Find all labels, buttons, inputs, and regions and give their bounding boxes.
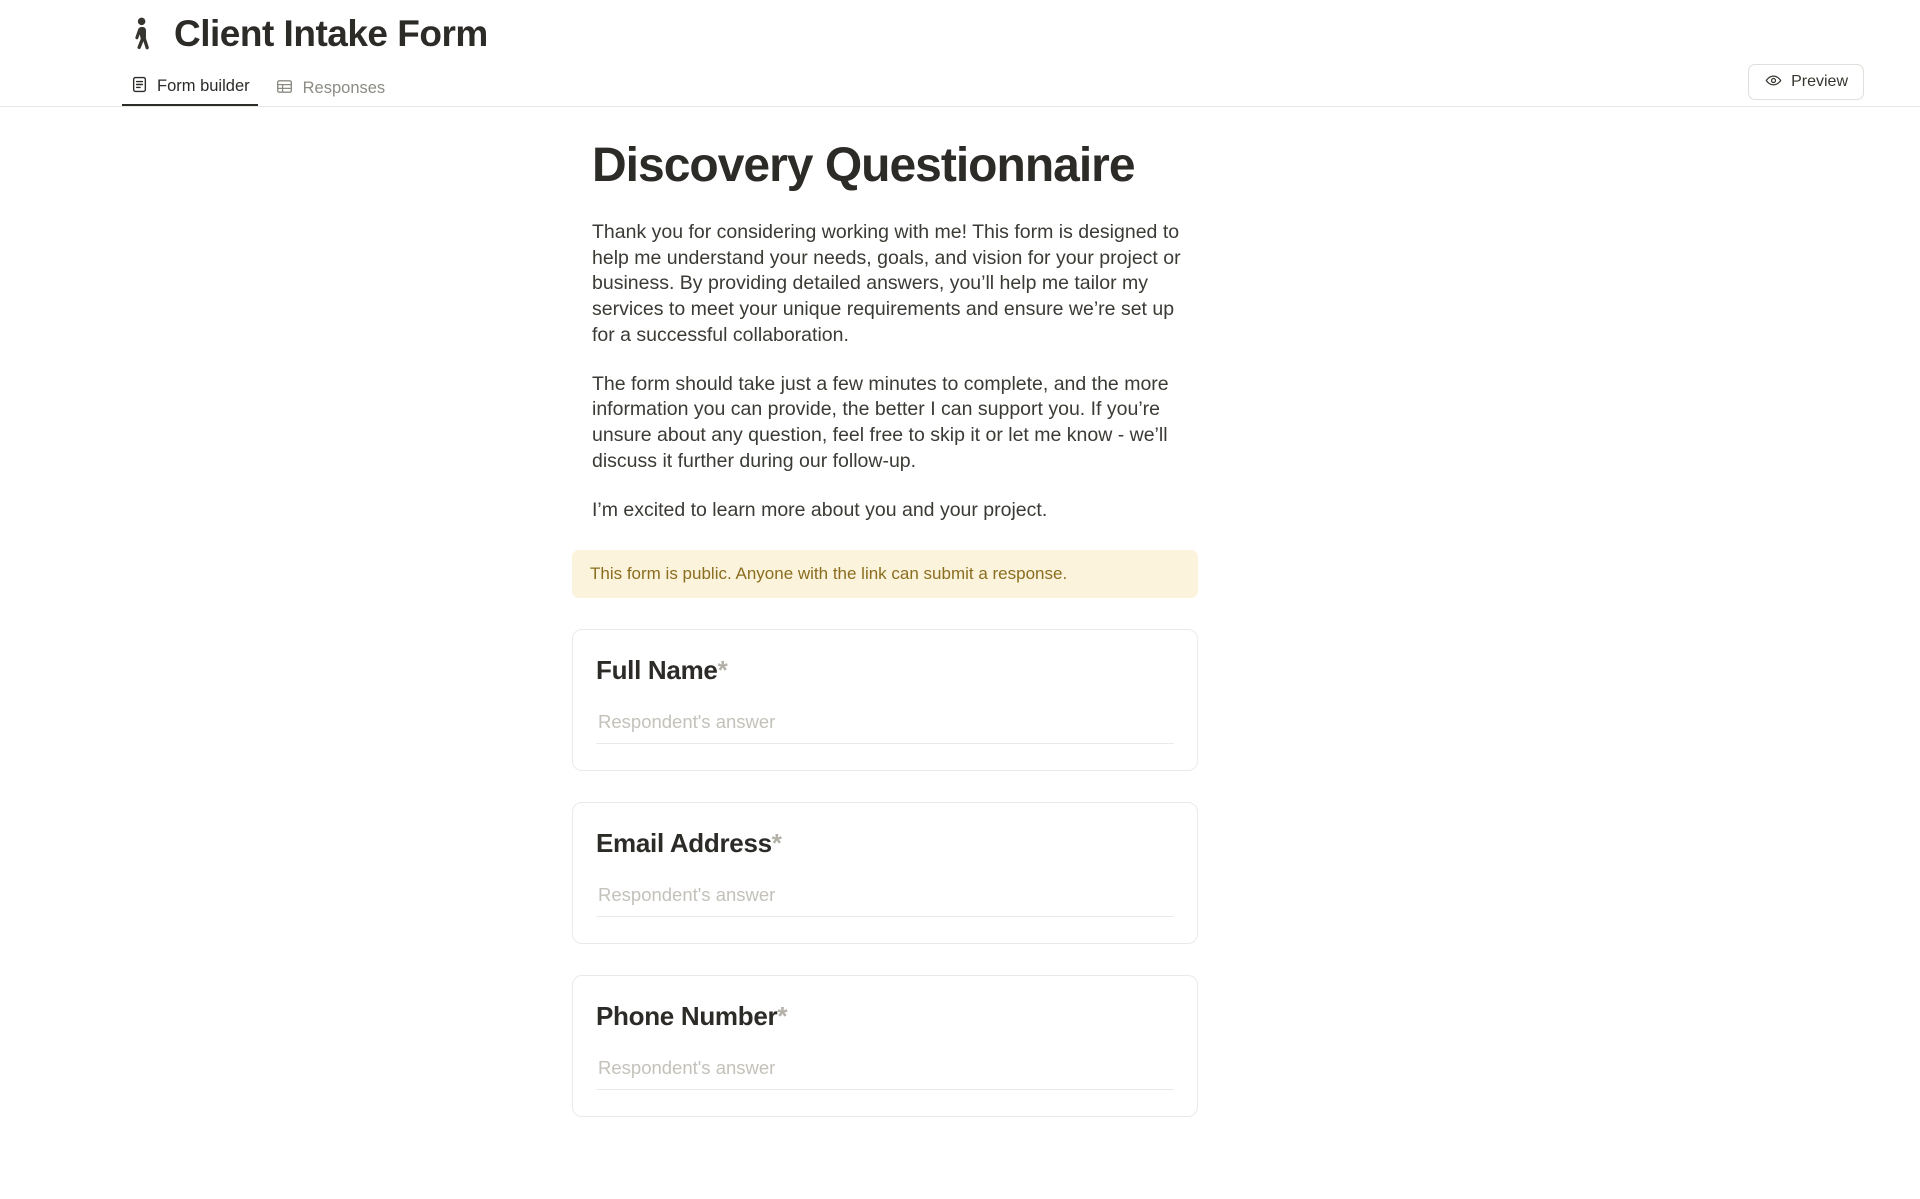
public-form-notice: This form is public. Anyone with the link can submit a response. [572,550,1198,598]
tab-form-builder-label: Form builder [157,77,250,96]
form-description-paragraph-2[interactable]: The form should take just a few minutes to complete, and the more information you can provide, the better I can support you. If you’re unsure about any question, feel free to skip it or let me know - we’ll discuss it further during our follow-up. [592,372,1169,472]
form-icon [130,76,148,94]
eye-icon [1764,72,1782,90]
tab-form-builder[interactable] [122,61,258,106]
table-icon [276,78,294,96]
question-card-email-address[interactable] [572,802,1198,944]
question-card-phone-number[interactable] [572,975,1198,1117]
question-label-text: Email Address [596,828,772,859]
tab-bar [0,61,1920,107]
question-label-email-address [596,828,1174,859]
question-label-phone-number [596,1001,1174,1032]
form-description-paragraph-3[interactable]: I’m excited to learn more about you and your project. [592,498,1048,521]
tab-list [122,61,393,106]
question-card-full-name[interactable] [572,629,1198,771]
required-marker: * [771,828,782,859]
phone-number-input[interactable] [596,1053,1174,1090]
required-marker: * [717,655,728,686]
question-label-text: Full Name [596,655,718,686]
question-label-full-name [596,655,1174,686]
question-label-text: Phone Number [596,1001,778,1032]
full-name-input[interactable] [596,707,1174,744]
person-walking-icon [122,15,160,53]
email-address-input[interactable] [596,880,1174,917]
app-header [0,0,1920,61]
preview-button-label: Preview [1791,72,1848,90]
form-description-paragraph-1[interactable]: Thank you for considering working with me! This form is designed to help me understand your needs, goals, and vision for your project or business. By providing detailed answers, you’ll help me tailor my services to meet your unique requirements and ensure we’re set up for a successful collaboration. [592,221,1181,346]
form-content [570,107,1350,1117]
tab-responses[interactable] [268,61,394,106]
form-scroll-area[interactable] [0,107,1920,1199]
required-marker: * [777,1001,788,1032]
preview-button[interactable] [1748,64,1864,100]
page-title: Client Intake Form [174,13,488,54]
tab-responses-label: Responses [302,79,386,98]
form-title[interactable]: Discovery Questionnaire [592,139,1135,192]
